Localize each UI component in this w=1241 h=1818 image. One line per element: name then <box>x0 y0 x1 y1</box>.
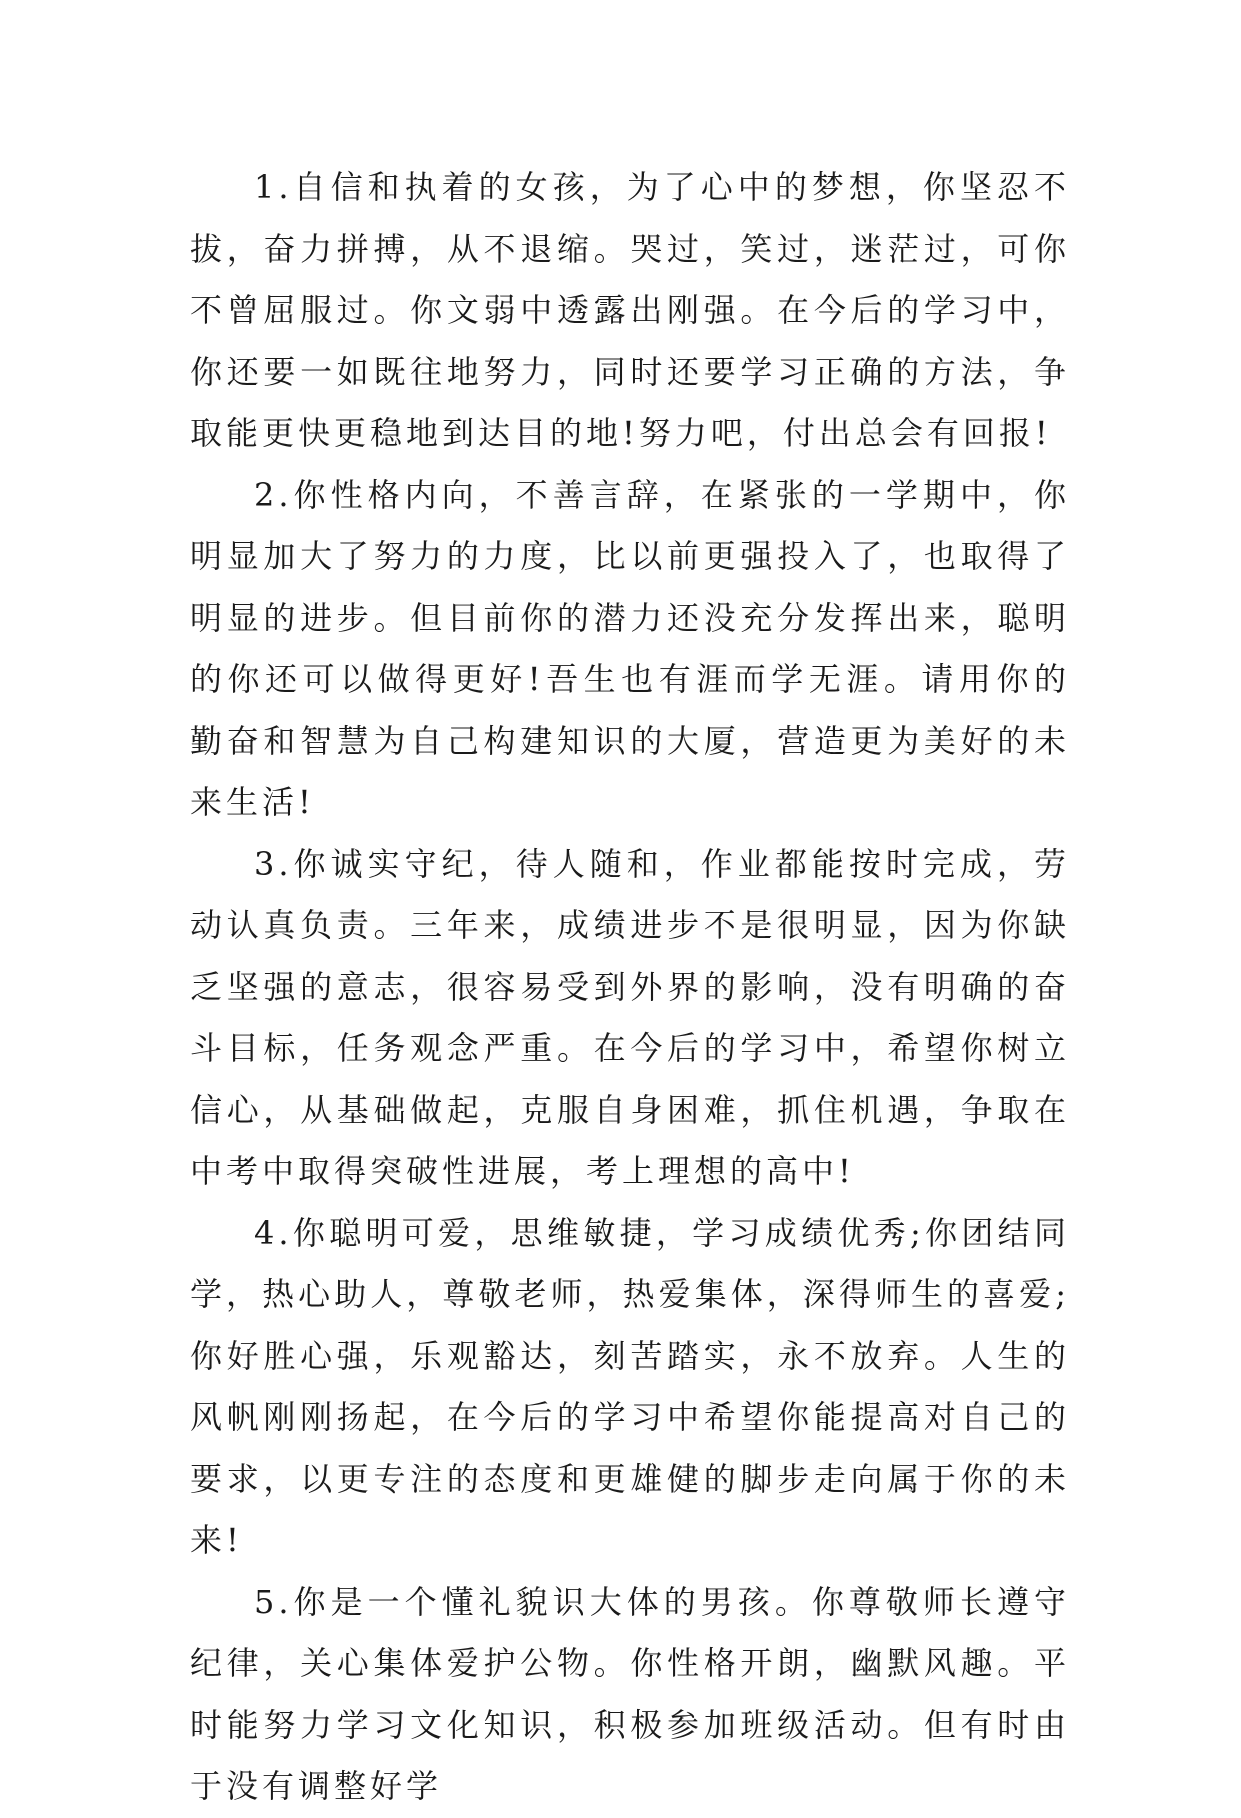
comment-paragraph-4: 4.你聪明可爱，思维敏捷，学习成绩优秀;你团结同学，热心助人，尊敬老师，热爱集体，深得师生的喜爱;你好胜心强，乐观豁达，刻苦踏实，永不放弃。人生的风帆刚刚扬起，在今后的学习中希望你能提高对自己的要求，以更专注的态度和更雄健的脚步走向属于你的未来! <box>190 1213 1070 1559</box>
comment-paragraph-1: 1.自信和执着的女孩，为了心中的梦想，你坚忍不拔，奋力拼搏，从不退缩。哭过，笑过，迷茫过，可你不曾屈服过。你文弱中透露出刚强。在今后的学习中，你还要一如既往地努力，同时还要学习正确的方法，争取能更快更稳地到达目的地!努力吧，付出总会有回报! <box>190 168 1070 452</box>
document-body <box>190 157 1070 1818</box>
comment-paragraph-5: 5.你是一个懂礼貌识大体的男孩。你尊敬师长遵守纪律，关心集体爱护公物。你性格开朗，幽默风趣。平时能努力学习文化知识，积极参加班级活动。但有时由于没有调整好学 <box>190 1582 1070 1805</box>
comment-paragraph-2: 2.你性格内向，不善言辞，在紧张的一学期中，你明显加大了努力的力度，比以前更强投入了，也取得了明显的进步。但目前你的潜力还没充分发挥出来，聪明的你还可以做得更好!吾生也有涯而学无涯。请用你的勤奋和智慧为自己构建知识的大厦，营造更为美好的未来生活! <box>190 475 1070 821</box>
comment-paragraph-3: 3.你诚实守纪，待人随和，作业都能按时完成，劳动认真负责。三年来，成绩进步不是很明显，因为你缺乏坚强的意志，很容易受到外界的影响，没有明确的奋斗目标，任务观念严重。在今后的学习中，希望你树立信心，从基础做起，克服自身困难，抓住机遇，争取在中考中取得突破性进展，考上理想的高中! <box>190 844 1070 1190</box>
